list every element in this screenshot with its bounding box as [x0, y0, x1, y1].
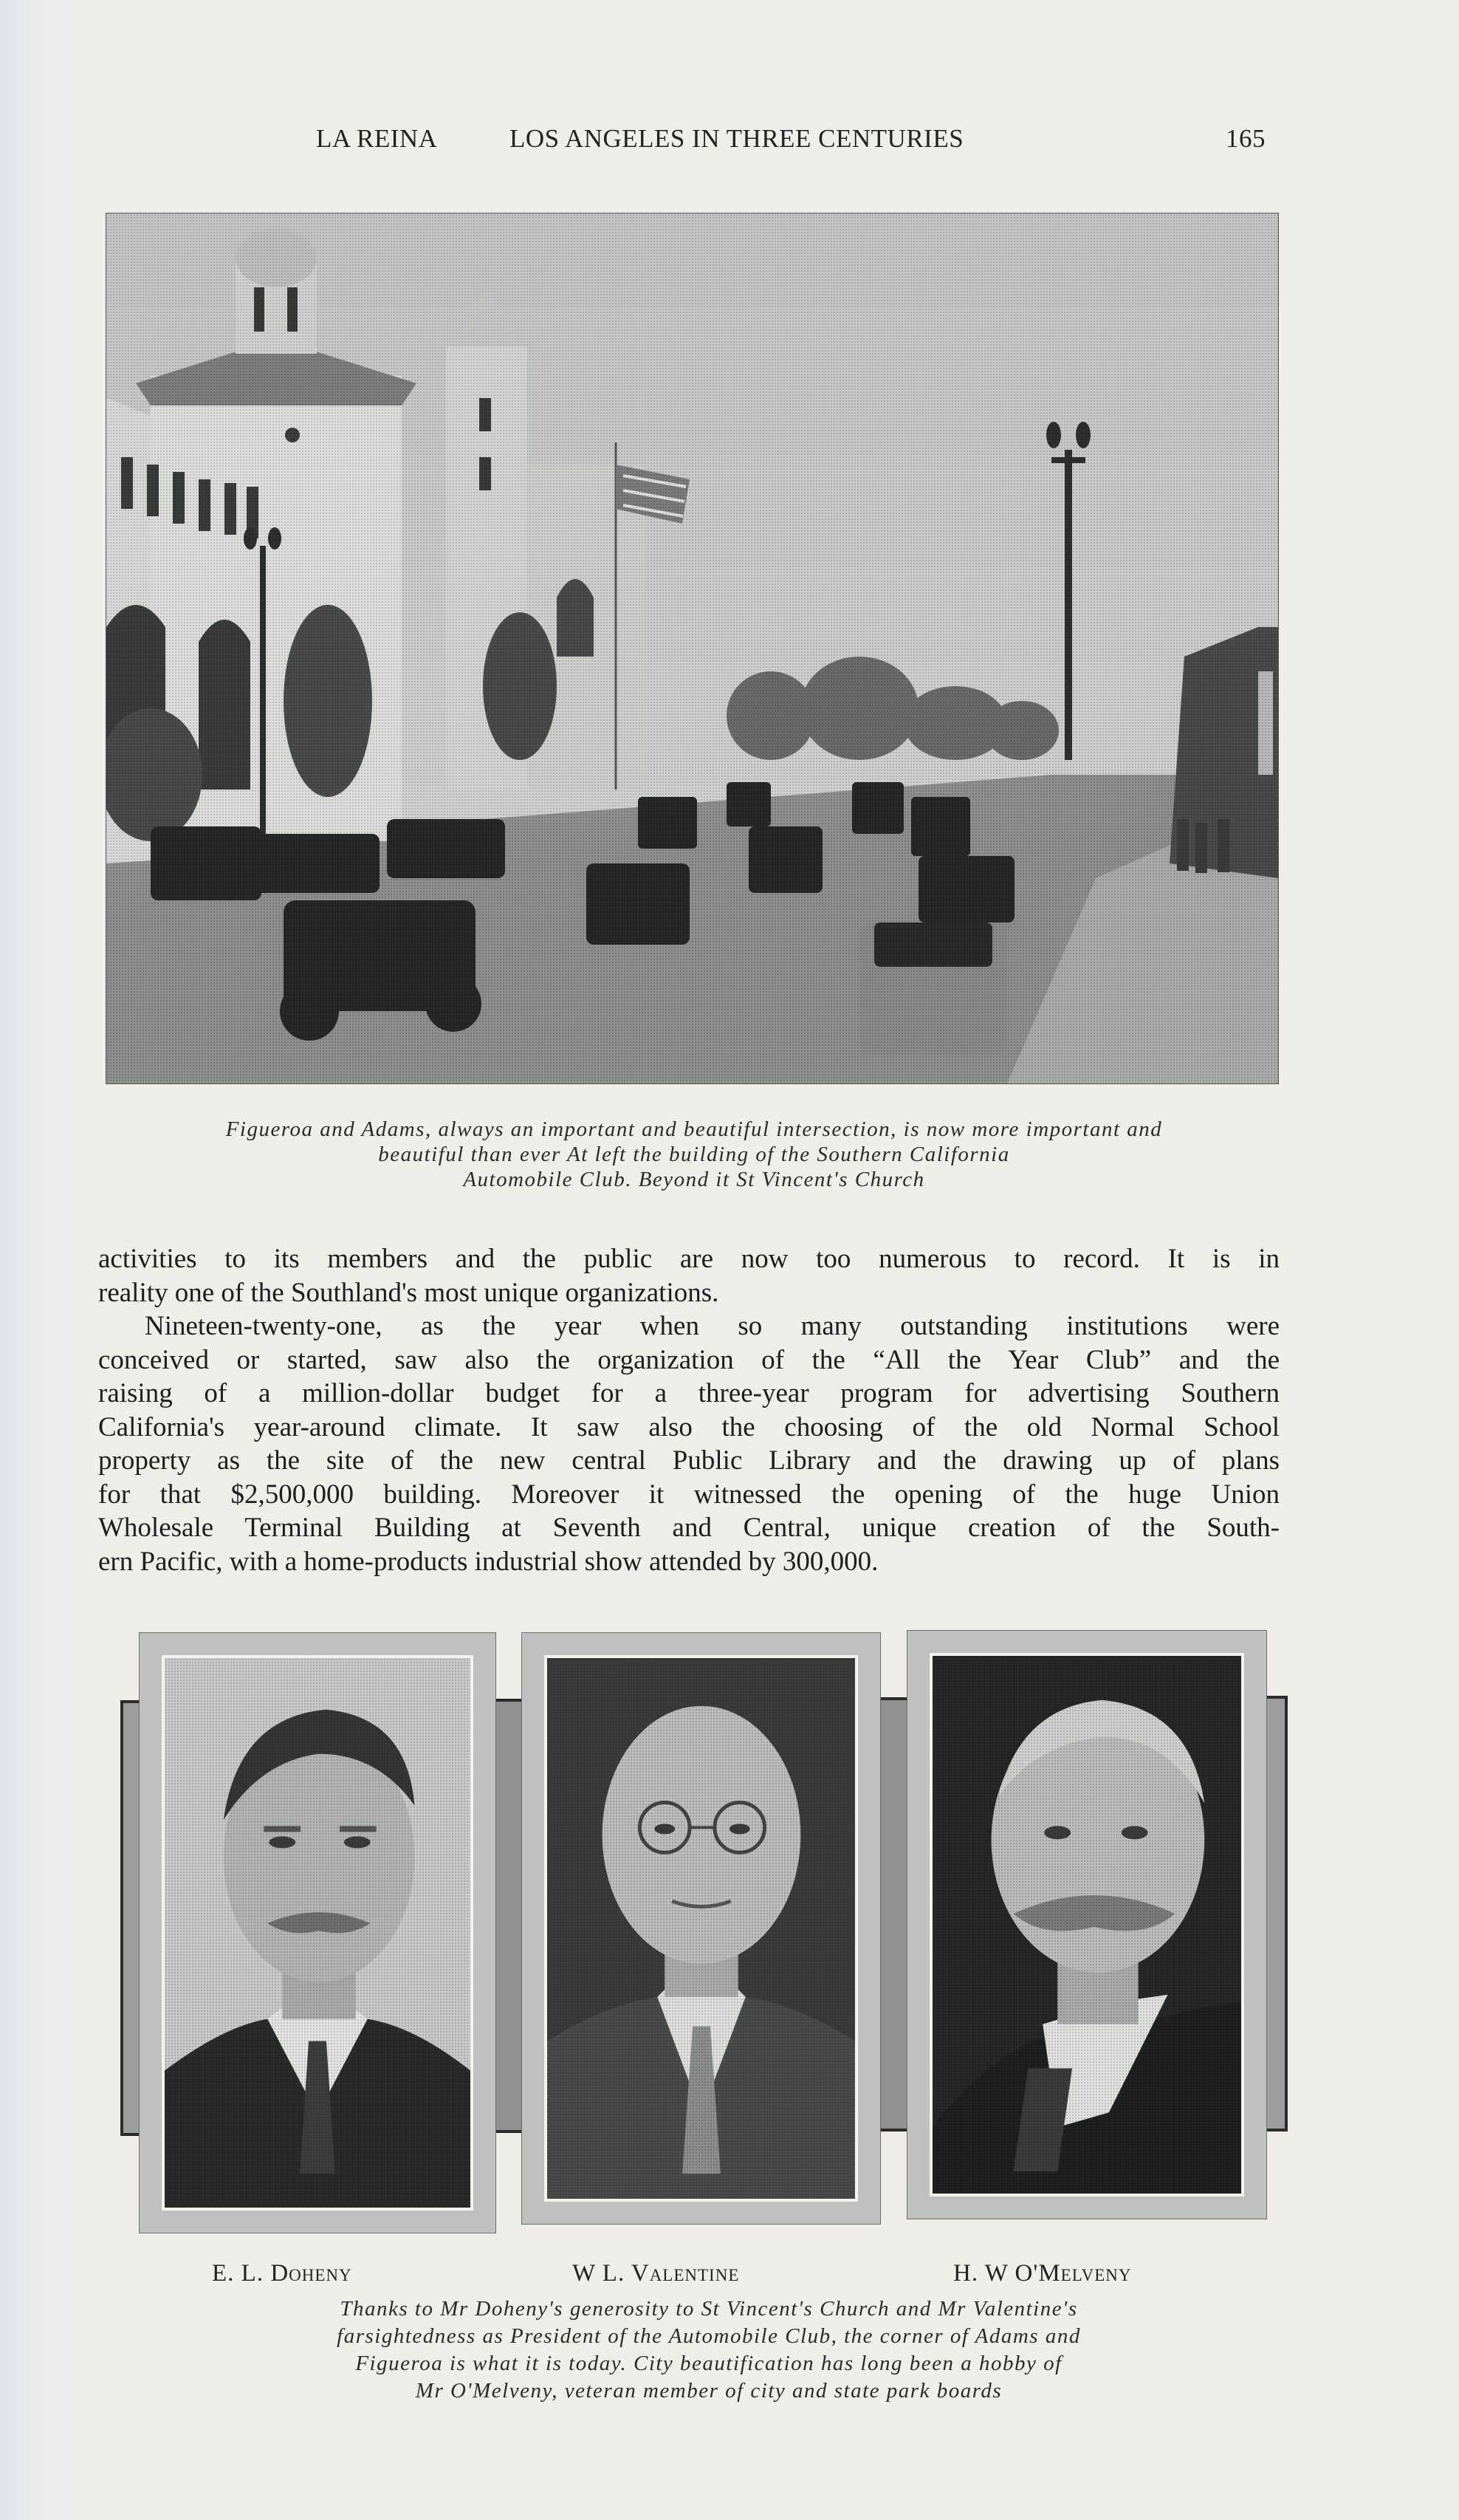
portrait-name-omelveny: H. W O'Melveny — [953, 2260, 1132, 2287]
caption-line: farsightedness as President of the Automobile Club, the corner of Adams and — [337, 2324, 1081, 2348]
portrait-frame-valentine — [521, 1632, 881, 2225]
text-line: conceived or started, saw also the organization of the “All the Year Club” and the — [98, 1344, 1280, 1375]
running-header — [0, 124, 1459, 161]
portrait-image — [165, 1658, 470, 2208]
portrait-name-valentine: W L. Valentine — [572, 2260, 740, 2287]
main-photo-caption — [96, 1117, 1292, 1192]
halftone-texture — [547, 1658, 855, 2199]
caption-line: beautiful than ever At left the building of the Southern California — [378, 1143, 1010, 1166]
caption-line: Automobile Club. Beyond it St Vincent's Church — [463, 1168, 925, 1191]
portrait-image — [933, 1656, 1241, 2194]
frame-connector-1 — [496, 1699, 523, 2133]
text-line: raising of a million-dollar budget for a three-year program for advertising Southern — [98, 1378, 1280, 1408]
portrait-photo-doheny — [162, 1655, 473, 2211]
book-title: LA REINA — [316, 124, 438, 153]
paragraph-1 — [98, 1242, 1280, 1309]
text-line: California's year-around climate. It saw also the choosing of the old Normal School — [98, 1411, 1280, 1442]
portrait-caption — [170, 2295, 1248, 2405]
portrait-frame-doheny — [139, 1632, 496, 2233]
portrait-photo-omelveny — [930, 1653, 1244, 2197]
portrait-names — [0, 2260, 1459, 2297]
text-line: property as the site of the new central Public Library and the drawing up of plans — [98, 1445, 1280, 1476]
frame-side-tab-right — [1267, 1696, 1288, 2132]
page-number: 165 — [1226, 124, 1266, 153]
portrait-image — [547, 1658, 855, 2199]
text-line: ern Pacific, with a home-products industrial show attended by 300,000. — [98, 1546, 879, 1577]
text-line: for that $2,500,000 building. Moreover it witnessed the opening of the huge Union — [98, 1479, 1280, 1510]
chapter-title: LOS ANGELES IN THREE CENTURIES — [509, 124, 964, 153]
paragraph-2 — [98, 1309, 1280, 1578]
portrait-name-doheny: E. L. Doheny — [212, 2260, 352, 2287]
frame-connector-2 — [881, 1697, 907, 2132]
frame-side-tab-left — [120, 1700, 141, 2136]
caption-line: Thanks to Mr Doheny's generosity to St Vincent's Church and Mr Valentine's — [340, 2297, 1078, 2321]
street-scene-image — [106, 213, 1278, 1083]
portrait-photo-valentine — [544, 1655, 858, 2202]
caption-line: Figueroa is what it is today. City beautification has long been a hobby of — [355, 2352, 1063, 2375]
portrait-frame-omelveny — [907, 1630, 1267, 2219]
text-line: reality one of the Southland's most unique organizations. — [98, 1277, 719, 1308]
text-line: Wholesale Terminal Building at Seventh and Central, unique creation of the South- — [98, 1513, 1280, 1543]
caption-line: Mr O'Melveny, veteran member of city and state park boards — [415, 2379, 1003, 2403]
halftone-texture — [165, 1658, 470, 2208]
text-line: activities to its members and the public are now too numerous to record. It is in — [98, 1244, 1280, 1274]
halftone-texture — [933, 1656, 1241, 2194]
text-line: Nineteen-twenty-one, as the year when so many outstanding institutions were — [145, 1311, 1280, 1341]
caption-line: Figueroa and Adams, always an important and beautiful intersection, is now more important and — [225, 1117, 1163, 1141]
main-photo-figueroa-adams — [106, 213, 1279, 1084]
body-text — [98, 1242, 1280, 1578]
